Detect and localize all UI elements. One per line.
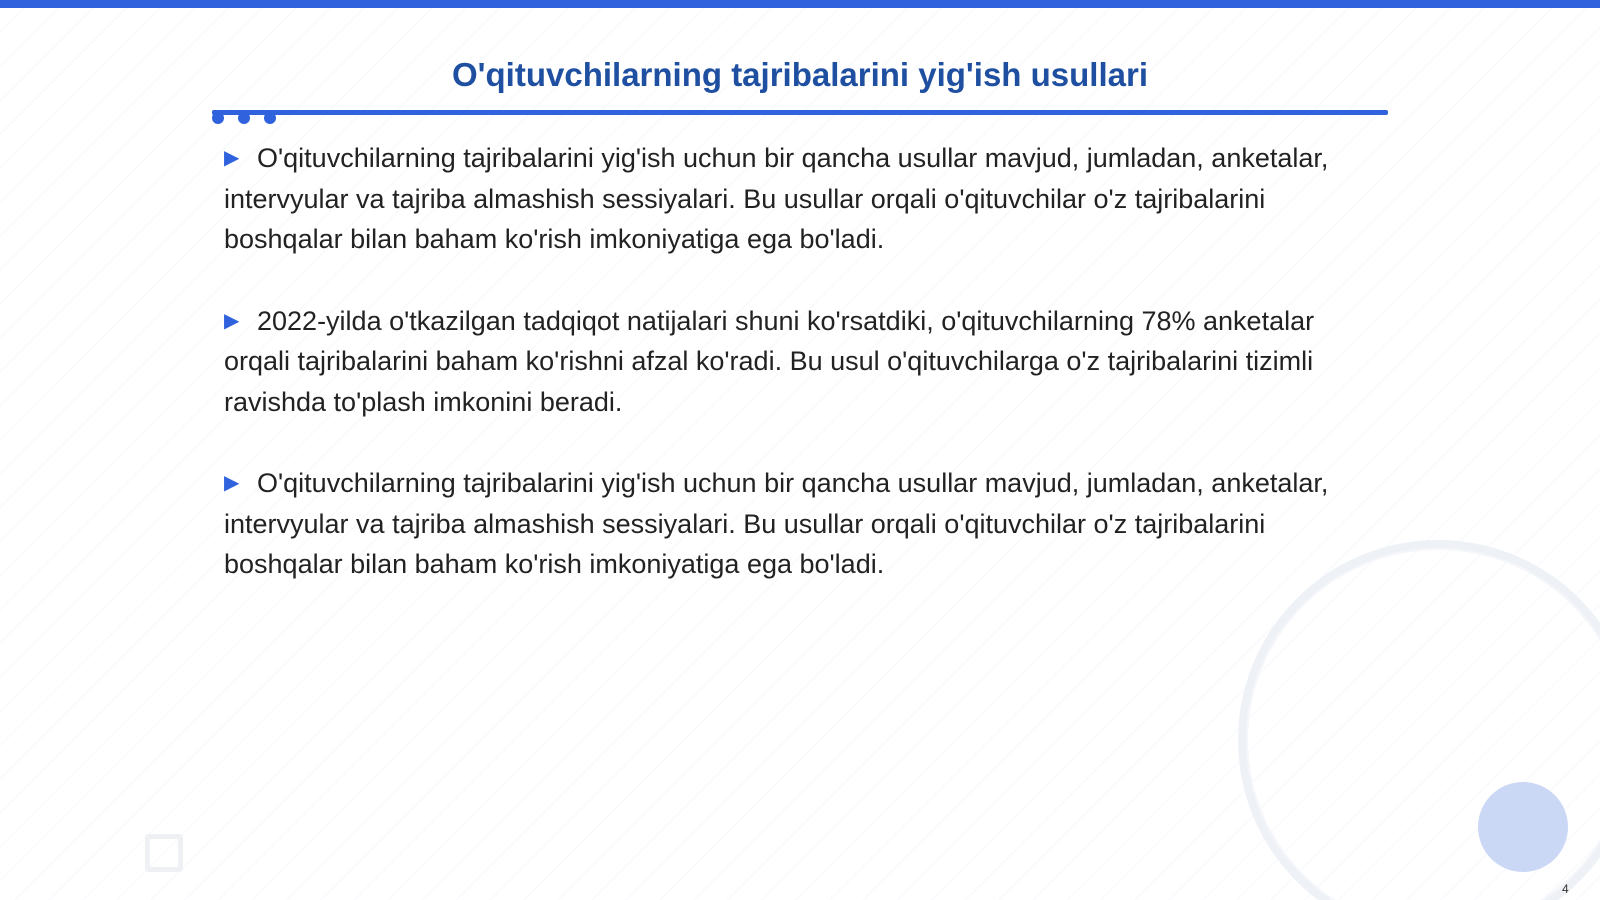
bullet-text: 2022-yilda o'tkazilgan tadqiqot natijalari shuni ko'rsatdiki, o'qituvchilarning 78% anketalar orqali tajribalarini baham ko'rishni afzal ko'radi. Bu usul o'qituvchilarga o'z tajribalarini tizimli ravishda to'plash imkonini beradi. (224, 305, 1315, 417)
page-number: 4 (1562, 882, 1569, 896)
decor-dot (264, 112, 276, 124)
bullet-item (224, 301, 1374, 423)
bullet-arrow-icon: ▶ (224, 147, 240, 169)
bullet-list (224, 138, 1374, 626)
decor-circle (1478, 782, 1568, 872)
decor-square (145, 834, 183, 872)
bullet-item (224, 138, 1374, 260)
bullet-text: O'qituvchilarning tajribalarini yig'ish uchun bir qancha usullar mavjud, jumladan, anketalar, intervyular va tajriba almashish sessiyalari. Bu usullar orqali o'qituvchilar o'z tajribalarini boshqalar bilan baham ko'rish imkoniyatiga ega bo'ladi. (224, 143, 1329, 254)
title-underline (212, 110, 1388, 115)
slide-title: O'qituvchilarning tajribalarini yig'ish usullari (452, 56, 1148, 93)
bullet-arrow-icon: ▶ (224, 472, 240, 494)
top-accent-bar (0, 0, 1600, 8)
bullet-arrow-icon: ▶ (224, 309, 240, 332)
bullet-text: O'qituvchilarning tajribalarini yig'ish uchun bir qancha usullar mavjud, jumladan, anketalar, intervyular va tajriba almashish sessiyalari. Bu usullar orqali o'qituvchilar o'z tajribalarini boshqalar bilan baham ko'rish imkoniyatiga ega bo'ladi. (224, 468, 1329, 579)
bullet-item (224, 463, 1374, 585)
decor-dot (212, 112, 224, 124)
decor-dot (238, 112, 250, 124)
